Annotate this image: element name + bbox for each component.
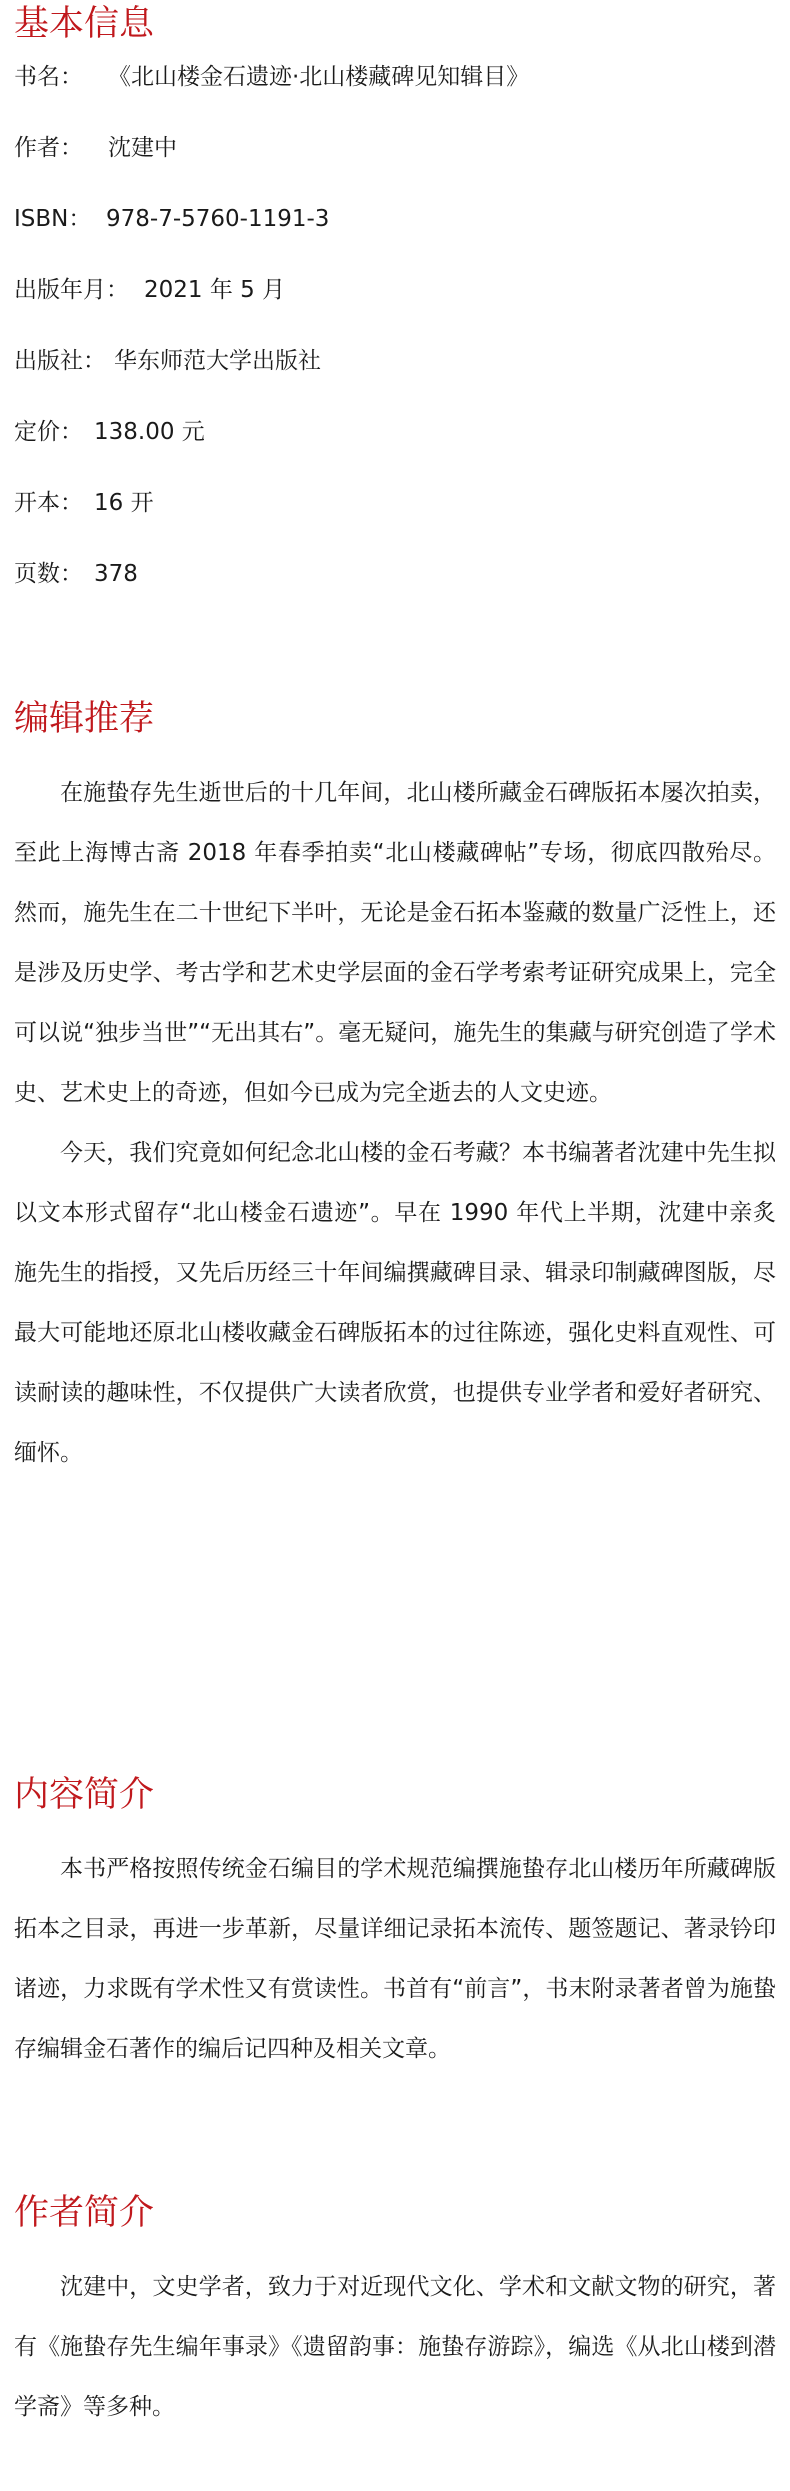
info-row-publisher — [14, 325, 776, 396]
info-value: 沈建中 — [108, 134, 177, 161]
section-title-author: 作者简介 — [14, 2193, 155, 2233]
paragraph: 今天，我们究竟如何纪念北山楼的金石考藏？本书编著者沈建中先生拟以文本形式留存“北山楼金石遗迹”。早在 1990 年代上半期，沈建中亲炙施先生的指授，又先后历经三十年间编撰藏碑目录、辑录印制藏碑图版，尽最大可能地还原北山楼收藏金石碑版拓本的过往陈迹，强化史料直观性、可读耐读的趣味性，不仅提供广大读者欣赏，也提供专业学者和爱好者研究、缅怀。 — [14, 1140, 776, 1466]
author-body — [14, 2257, 776, 2437]
info-list — [14, 41, 776, 609]
info-label: 出版社： — [14, 347, 106, 374]
info-row-pub-date — [14, 254, 776, 325]
paragraph: 本书严格按照传统金石编目的学术规范编撰施蛰存北山楼历年所藏碑版拓本之目录，再进一步革新，尽量详细记录拓本流传、题签题记、著录钤印诸迹，力求既有学术性又有赏读性。书首有“前言”，书末附录著者曾为施蛰存编辑金石著作的编后记四种及相关文章。 — [14, 1856, 776, 2062]
info-value: 《北山楼金石遗迹·北山楼藏碑见知辑目》 — [108, 63, 530, 90]
paragraph: 沈建中，文史学者，致力于对近现代文化、学术和文献文物的研究，著有《施蛰存先生编年事录》《遗留韵事：施蛰存游踪》，编选《从北山楼到潜学斋》等多种。 — [14, 2274, 776, 2420]
summary-body — [14, 1839, 776, 2079]
info-label: 书名： — [14, 63, 83, 90]
info-label: 定价： — [14, 418, 83, 445]
info-label: 开本： — [14, 489, 83, 516]
section-title-recommendation: 编辑推荐 — [14, 699, 155, 739]
basic-info-section — [14, 2, 776, 609]
info-value: 978-7-5760-1191-3 — [106, 205, 330, 232]
summary-section — [14, 1773, 776, 2079]
author-section — [14, 2191, 776, 2437]
info-label: ISBN： — [14, 205, 92, 232]
info-value: 378 — [94, 560, 138, 587]
section-title-summary: 内容简介 — [14, 1775, 155, 1815]
info-value: 华东师范大学出版社 — [114, 347, 321, 374]
recommendation-body — [14, 763, 776, 1483]
info-label: 作者： — [14, 134, 83, 161]
info-label: 页数： — [14, 560, 83, 587]
info-value: 16 开 — [94, 489, 154, 516]
info-row-isbn — [14, 183, 776, 254]
info-value: 2021 年 5 月 — [144, 276, 286, 303]
info-row-title — [14, 41, 776, 112]
info-row-author — [14, 112, 776, 183]
info-label: 出版年月： — [14, 276, 129, 303]
info-row-price — [14, 396, 776, 467]
info-row-format — [14, 467, 776, 538]
info-value: 138.00 元 — [94, 418, 205, 445]
paragraph: 在施蛰存先生逝世后的十几年间，北山楼所藏金石碑版拓本屡次拍卖，至此上海博古斋 2018 年春季拍卖“北山楼藏碑帖”专场，彻底四散殆尽。然而，施先生在二十世纪下半叶，无论是金石拓本鉴藏的数量广泛性上，还是涉及历史学、考古学和艺术史学层面的金石学考索考证研究成果上，完全可以说“独步当世”“无出其右”。毫无疑问，施先生的集藏与研究创造了学术史、艺术史上的奇迹，但如今已成为完全逝去的人文史迹。 — [14, 780, 776, 1106]
info-row-pages — [14, 538, 776, 609]
section-title-basic-info: 基本信息 — [14, 4, 155, 44]
recommendation-section — [14, 697, 776, 1483]
